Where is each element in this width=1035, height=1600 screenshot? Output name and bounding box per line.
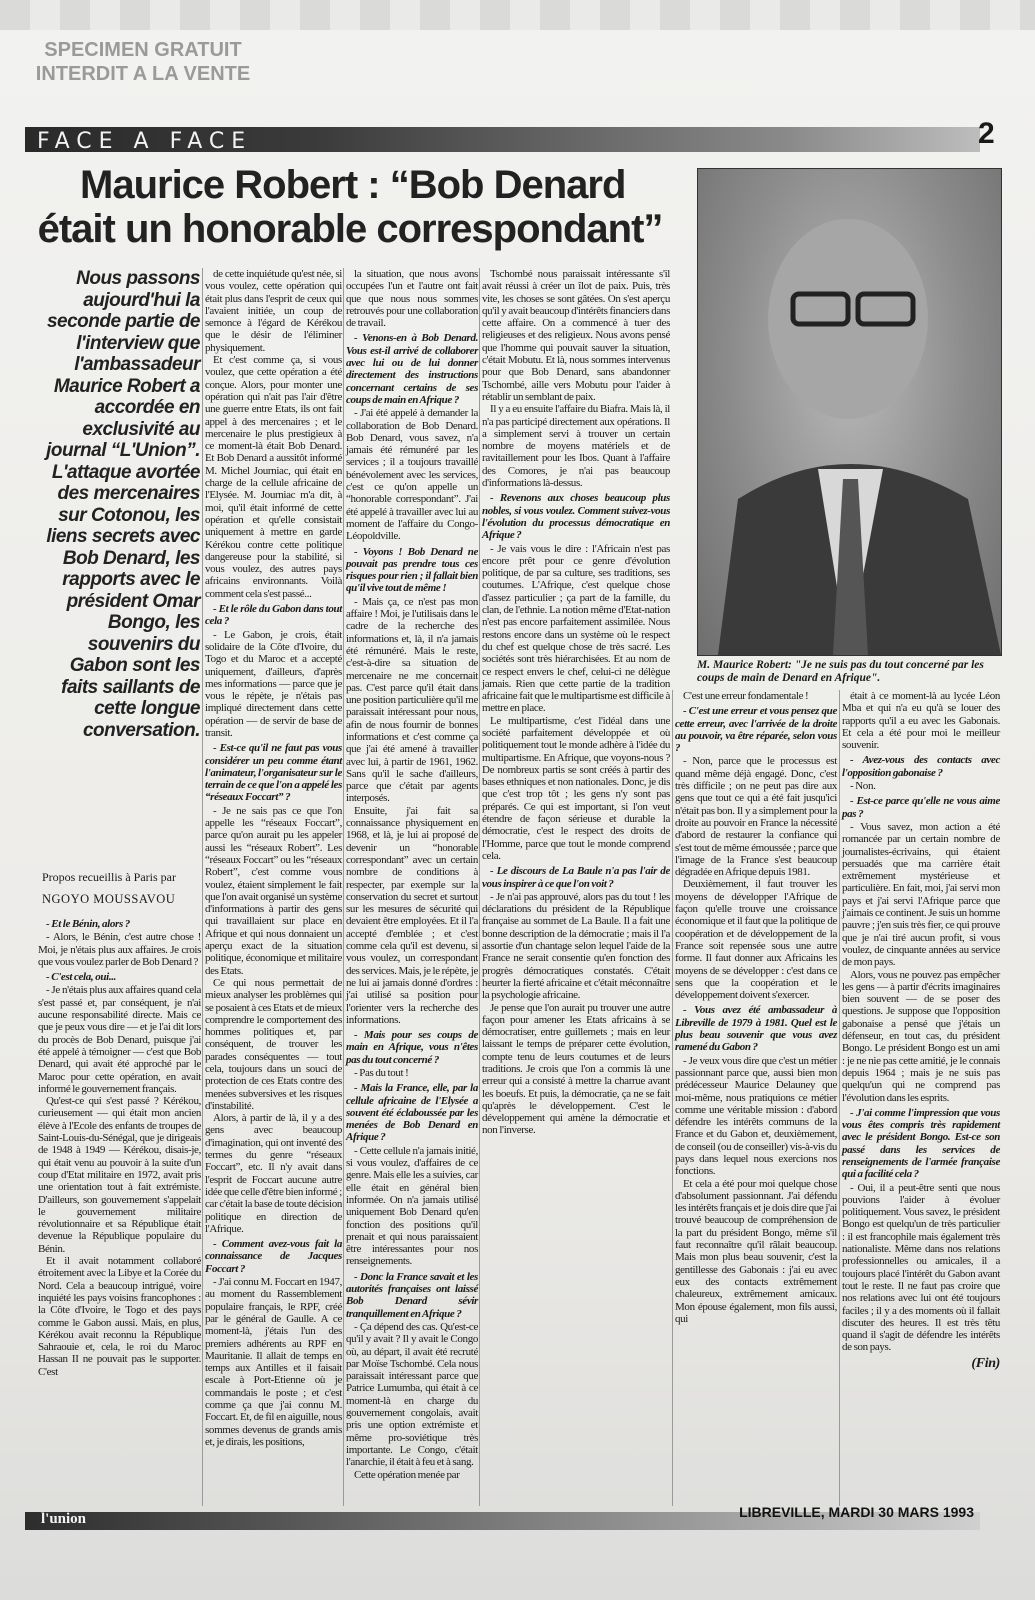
- text-column-5: [675, 690, 837, 1325]
- interview-paragraph: Cette opération menée par: [354, 1468, 460, 1481]
- column-divider: [343, 268, 344, 1506]
- interview-question: - J'ai comme l'impression que vous vous êtes compris très rapidement avec le président Bongo. Est-ce son passé dans les services de renseignements de l'armée française qui a facilité cela ?: [842, 1106, 1000, 1181]
- text-column-6: [842, 690, 1000, 1370]
- portrait-illustration: [698, 169, 1001, 655]
- end-mark: (Fin): [971, 1355, 1000, 1371]
- interview-paragraph: - J'ai été appelé à demander la collaboration de Bob Denard. Bob Denard, vous savez, n'a jamais été rémunéré par les services ; il a toujours travaillé bénévolement avec les services, c'est ce qu'on appelle un “honorable correspondant”. J'ai été appelé à travailler avec lui au moment de l'affaire du Congo-Léopoldville.: [346, 407, 478, 543]
- section-title: FACE A FACE: [37, 129, 253, 154]
- interview-paragraph: - Mais ça, ce n'est pas mon affaire ! Moi, je l'utilisais dans le cadre de la recherche des informations et, là, il n'a jamais été rémunéré. Mais le reste, c'est-à-dire sa situation de mercenaire ne me concernait pas. C'est parce qu'il était dans une position particulière qu'il me paraissait intéressant pour nous, afin de nous fournir de bonnes informations et c'est comme ça que j'ai été amené à travailler avec lui, à partir de 1961, 1962. Sans qu'il le sache d'ailleurs, parce que c'était par agents interposés.: [346, 595, 478, 805]
- interview-paragraph: - Oui, il a peut-être senti que nous pouvions l'aider à évoluer politiquement. Vous savez, le président Bongo est quelqu'un de très particulier : il est francophile mais également très nationaliste. Même dans nos relations professionnelles ou amicales, il a toujours placé l'intérêt du Gabon avant tout le reste. Il ne faut pas croire que nos relations avec lui ont été toujours faciles ; il y a des moments où il fallait discuter des heures. Il est très têtu quand il s'agit de défendre les intérêts de son pays.: [842, 1181, 1000, 1354]
- article-lead: Nous passons aujourd'hui la seconde partie de l'interview que l'ambassadeur Maurice Robert a accordée en exclusivité au journal “L'Union”. L'attaque avortée des mercenaires sur Cotonou, les liens secrets avec Bob Denard, les rapports avec le président Omar Bongo, les souvenirs du Gabon sont les faits saillants de cette longue conversation.: [46, 268, 200, 741]
- byline-author: NGOYO MOUSSAVOU: [42, 892, 176, 906]
- interview-question: - Et le Bénin, alors ?: [46, 918, 130, 930]
- interview-paragraph: - J'ai connu M. Foccart en 1947, au moment du Rassemblement populaire français, le RPF, créé par le général de Gaulle. A ce moment-là, j'étais l'un des premiers adhérents au RPF en Mauritanie. Il allait de temps en temps aux Antilles et il faisait escale à Port-Etienne où je commandais le poste ; et c'est comme ça que j'ai connu M. Foccart. Et, de fil en aiguille, nous sommes devenus de grands amis et, je dirais, les positions,: [205, 1276, 342, 1448]
- text-column-1: [38, 915, 201, 1378]
- interview-paragraph: Il y a eu ensuite l'affaire du Biafra. Mais là, il n'a pas participé directement aux opérations. Il a simplement servi à trouver un certain nombre de moyens matériels et de ravitaillement pour les Ibos. Quant à l'affaire des Comores, je n'ai pas beaucoup d'informations là-dessus.: [482, 403, 670, 490]
- column-divider: [202, 268, 203, 1506]
- headline-line-1: Maurice Robert : “Bob Denard: [80, 163, 626, 207]
- text-column-2: [205, 268, 342, 1448]
- interview-paragraph: - Ça dépend des cas. Qu'est-ce qu'il y avait ? Il y avait le Congo où, au départ, il avait été recruté par Moïse Tschombé. Cela nous paraissait intéressant parce que Patrice Lumumba, qui était à ce moment-là en charge du gouvernement congolais, avait pris une option extrémiste et même pro-soviétique très importante. Le Congo, c'était l'anarchie, il était à feu et à sang.: [346, 1320, 478, 1469]
- footer-band: [25, 1504, 980, 1530]
- interview-question: - Mais la France, elle, par la cellule africaine de l'Elysée a souvent été éclaboussée par les menées de Bob Denard en Afrique ?: [346, 1082, 478, 1144]
- byline: [42, 870, 202, 906]
- page-number: 2: [978, 117, 995, 150]
- interview-paragraph: Alors, à partir de là, il y a des gens avec beaucoup d'imagination, qui ont inventé des termes du genre “réseaux Foccart”, etc. Il n'y avait dans l'esprit de Foccart aucune autre idée que celle d'être bien informé ; car c'était la base de toute décision politique en direction de l'Afrique.: [205, 1112, 342, 1235]
- interview-paragraph: Ce qui nous permettait de mieux analyser les problèmes qui se posaient à ces Etats et de mieux comprendre le comportement des hommes politiques et, par conséquent, de trouver les parades conséquentes — tout cela, toujours dans un souci de protection de ces Etats contre des menées subversives et les risques d'instabilité.: [205, 976, 342, 1112]
- byline-intro: Propos recueillis à Paris par: [42, 870, 176, 884]
- interview-paragraph: était à ce moment-là au lycée Léon Mba et qui n'a eu qu'à se louer des rapports qu'il a eu avec les Gabonais. Et cela a été pour moi le meilleur souvenir.: [842, 690, 1000, 752]
- interview-paragraph: Deuxièmement, il faut trouver les moyens de développer l'Afrique de façon qu'elle trouve une croissance économique et il faut que la politique de coopération et de développement de la France soit repensée sous une autre forme. Il faut donner aux Africains les moyens de se développer : c'est dans ce sens que la coopération et le développement doivent s'exercer.: [675, 878, 837, 1002]
- interview-paragraph: - Cette cellule n'a jamais initié, si vous voulez, d'affaires de ce genre. Mais elle les a suivies, car elle était en général bien informée. On n'a jamais utilisé uniquement Bob Denard qu'en fonction des positions qu'il prenait et qui nous paraissaient être intéressantes pour nos renseignements.: [346, 1144, 478, 1268]
- column-divider: [839, 690, 840, 1506]
- interview-paragraph: - Vous savez, mon action a été romancée par un certain nombre de journalistes-écrivains, qui étaient persuadés que ma carrière était extrêmement mystérieuse et particulière. En fait, moi, j'ai servi mon pays et j'ai servi l'Afrique parce que j'aimais ce continent. Je suis un homme pauvre ; j'en suis très fier, ce qui prouve que je n'ai tiré aucun profit, si vous voulez, de cinquante années au service de mon pays.: [842, 820, 1000, 969]
- interview-question: - Et le rôle du Gabon dans tout cela ?: [205, 603, 342, 628]
- interview-question: - C'est une erreur et vous pensez que cette erreur, avec l'arrivée de la droite au pouvoir, va être réparée, selon vous ?: [675, 705, 837, 755]
- interview-paragraph: - Je ne sais pas ce que l'on appelle les “réseaux Foccart”, parce qu'on aurait pu les appeler aussi les “réseaux Robert”. Les “réseaux Foccart” ou les “réseaux Robert”, c'est comme vous voulez, étaient simplement le fait que l'on avait organisé un système d'informations à partir des gens qui travaillaient sur place en Afrique et qui nous donnaient un aperçu exact de la situation politique, économique et militaire des Etats.: [205, 804, 342, 977]
- portrait-photo: [697, 168, 1002, 656]
- interview-paragraph: Alors, vous ne pouvez pas empêcher les gens — à partir d'écrits imaginaires bien souvent — de se poser des questions. Je suppose que l'opposition gabonaise a pensé que j'étais un défenseur, en tout cas, du président Bongo. Le président Bongo est un ami : je ne nie pas cette amitié, je le connais depuis 1964 ; mais je ne suis pas quelqu'un qui ne comprend pas l'évolution dans les esprits.: [842, 968, 1000, 1104]
- photo-caption: M. Maurice Robert: "Je ne suis pas du tout concerné par les coups de main de Denard en Afrique".: [697, 659, 984, 684]
- interview-question: - Voyons ! Bob Denard ne pouvait pas prendre tous ces risques pour rien ; il fallait bien qu'il vive tout de même !: [346, 545, 478, 595]
- text-column-4: [482, 268, 670, 1137]
- interview-question: - Comment avez-vous fait la connaissance de Jacques Foccart ?: [205, 1238, 342, 1275]
- column-divider: [479, 268, 480, 1506]
- interview-paragraph: - Je veux vous dire que c'est un métier passionnant parce que, aussi bien mon prédécesseur Maurice Delauney que moi-même, nous pratiquions ce métier comme une véritable mission : d'abord défendre les intérêts communs de la France et du Gabon et, deuxièmement, de conseil (ou de conseiller) vis-à-vis du pays dans lequel nous exercions nos fonctions.: [675, 1054, 837, 1178]
- interview-question: - Donc la France savait et les autorités françaises ont laissé Bob Denard sévir tranquillement en Afrique ?: [346, 1270, 478, 1320]
- specimen-stamp: SPECIMEN GRATUIT INTERDIT A LA VENTE: [35, 39, 251, 85]
- interview-question: - Le discours de La Baule n'a pas l'air de vous inspirer à ce que l'on voit ?: [482, 865, 670, 890]
- interview-paragraph: Ensuite, j'ai fait sa connaissance physiquement en 1968, et là, je lui ai proposé de devenir un “honorable correspondant” avec un certain nombre de conditions à respecter, par exemple sur la conservation du secret et surtout sur les mesures de sécurité qui devaient être employées. Et il l'a accepté d'emblée ; et c'est comme cela qu'il est devenu, si vous voulez, un correspondant des services. Mais, je le répète, je ne lui ai jamais donné d'ordres : j'ai utilisé sa position pour l'orienter vers la recherche des informations.: [346, 804, 478, 1026]
- interview-question: - Mais pour ses coups de main en Afrique, vous n'êtes pas du tout concerné ?: [346, 1029, 478, 1066]
- interview-paragraph: Le multipartisme, c'est l'idéal dans une société parfaitement développée et où politiquement tout le monde adhère à l'idée du multipartisme. En Afrique, que voyons-nous ? De nombreux partis se sont créés à partir des bases ethniques et non nationales. Donc, je dis que c'est trop tôt ; les gens n'y sont pas préparés. Ce qui est important, si l'on veut étendre de façon sérieuse et durable la démocratie, c'est le respect des droits de l'Homme, parce que tout le monde comprend cela.: [482, 714, 670, 862]
- interview-paragraph: - Pas du tout !: [354, 1067, 409, 1079]
- newspaper-logo: l'union: [41, 1511, 87, 1527]
- section-band: [25, 127, 980, 152]
- interview-paragraph: - Non, parce que le processus est quand même déjà engagé. Donc, c'est très difficile ; on ne peut pas dire aux gens que tout ce qui a été fait jusqu'ici n'était pas bon. Il y a simplement pour la droite au pouvoir en France la nécessité d'abord de restaurer la confiance qui s'est tout de même émoussée ; parce que l'image de la France s'est beaucoup dégradée en Afrique depuis 1981.: [675, 755, 837, 879]
- interview-question: - Est-ce parce qu'elle ne vous aime pas ?: [842, 795, 1000, 820]
- interview-paragraph: - Je vais vous le dire : l'Africain n'est pas encore prêt pour ce genre d'évolution politique, de par sa culture, ses traditions, ses coutumes. L'Afrique, c'est quelque chose d'assez particulier ; ça part de la famille, du clan, de l'ethnie. La notion même d'Etat-nation n'est pas encore parfaitement assimilée. Nous restons encore dans un système où le respect du chef est quelque chose de très sacré. Les sociétés sont très hiérarchisées. Et au nom de ce respect envers le chef, celui-ci ne délègue jamais. Rien que cette partie de la tradition africaine fait que le multipartisme est difficile à mettre en place.: [482, 542, 670, 715]
- interview-paragraph: Et il avait notamment collaboré étroitement avec la Libye et la Corée du Nord. Cela a beaucoup intrigué, voire inquiété les pays voisins francophones : la Côte d'Ivoire, le Togo et des pays comme le Gabon aussi. Mais, en plus, Kérékou avait reconnu la République Sahraouie et, cela, le roi du Maroc Hassan II ne pouvait pas le supporter. C'est: [38, 1255, 201, 1378]
- article-headline: [20, 163, 680, 251]
- interview-paragraph: - Le Gabon, je crois, était solidaire de la Côte d'Ivoire, du Togo et du Maroc et a accepté uniquement, d'ailleurs, d'après mes informations — parce que je vous le répète, je n'étais pas impliqué directement dans cette opération — de servir de base de transit.: [205, 628, 342, 739]
- interview-paragraph: - Je n'ai pas approuvé, alors pas du tout ! les déclarations du président de la République française au sommet de La Baule. Il a fait une bonne description de la démocratie ; mais il l'a assortie d'un chantage selon lequel l'aide de la France ne serait consentie qu'en fonction des progrès démocratiques constatés. C'était heurter la fierté africaine et c'était méconnaître la psychologie africaine.: [482, 890, 670, 1002]
- interview-paragraph: - Je n'étais plus aux affaires quand cela s'est passé et, par conséquent, je n'ai aucune responsabilité directe. Mais ce que je peux vous dire — et je l'ai dit lors du procès de Bob Denard, puisque j'ai été appelé à témoigner — c'est que Bob Denard, qui avait été approché par le Maroc pour cette opération, en avait informé le gouvernement français.: [38, 984, 201, 1095]
- dateline: LIBREVILLE, MARDI 30 MARS 1993: [739, 1504, 974, 1520]
- interview-question: - Avez-vous des contacts avec l'opposition gabonaise ?: [842, 754, 1000, 779]
- interview-paragraph: - Non.: [850, 780, 876, 793]
- interview-question: - Vous avez été ambassadeur à Libreville de 1979 à 1981. Quel est le plus beau souvenir que vous avez ramené du Gabon ?: [675, 1004, 837, 1054]
- interview-paragraph: C'est une erreur fondamentale !: [683, 690, 809, 702]
- interview-paragraph: Et c'est comme ça, si vous voulez, que cette opération a été conçue. Alors, pour monter une opération qui n'ait pas l'air d'être une guerre entre Etats, ils ont fait appel à des mercenaires ; et le mercenaire le plus prestigieux à ce moment-là était Bob Denard. Et Bob Denard a aussitôt informé M. Michel Journiac, qui était en charge de la cellule africaine de l'Elysée. M. Journiac m'a dit, à moi, qu'il était informé de cette opération et qu'elle consistait uniquement à mettre en garde Kérékou contre cette politique dangereuse pour la stabilité, si vous voulez, des autres pays africains environnants. Voilà comment cela s'est passé...: [205, 354, 342, 600]
- text-column-3: [346, 268, 478, 1481]
- column-divider: [672, 690, 673, 1506]
- interview-paragraph: - Alors, le Bénin, c'est autre chose ! Moi, je n'étais plus aux affaires. Je crois que vous voulez parler de Bob Denard ?: [38, 931, 201, 968]
- interview-question: - C'est cela, oui...: [46, 971, 117, 984]
- interview-question: - Est-ce qu'il ne faut pas vous considérer un peu comme étant l'animateur, l'organisateur sur le terrain de ce que l'on a appelé les “réseaux Foccart” ?: [205, 742, 342, 804]
- interview-paragraph: Qu'est-ce qui s'est passé ? Kérékou, curieusement — qui était mon ancien élève à l'Ecole des enfants de troupes de Saint-Louis-du-Sénégal, que je dirigeais de 1948 à 1949 — Kérékou, disais-je, qui était venu au pouvoir à la suite d'un coup d'Etat militaire en 1972, avait pris une orientation tout à fait extrémiste. D'ailleurs, son gouvernement s'appelait le gouvernement militaire révolutionnaire et sa République était devenue la République populaire du Bénin.: [38, 1095, 201, 1255]
- interview-paragraph: Et cela a été pour moi quelque chose d'absolument passionnant. J'ai défendu les intérêts français et je dois dire que j'ai trouvé beaucoup de compréhension de la part du président Bongo, même s'il faut reconnaître qu'il râlait beaucoup. Mais mon plus beau souvenir, c'est la gentillesse des Gabonais : j'ai eu avec eux des contacts extrêmement chaleureux, extrêmement amicaux. Mon épouse également, mon fils aussi, qui: [675, 1177, 837, 1325]
- interview-question: - Revenons aux choses beaucoup plus nobles, si vous voulez. Comment suivez-vous l'évolution du processus démocratique en Afrique ?: [482, 492, 670, 542]
- interview-paragraph: Je pense que l'on aurait pu trouver une autre façon pour amener les Etats africains à se démocratiser, entre guillemets ; mais en leur laissant le temps de préparer cette évolution, compte tenu de leurs coutumes et de leurs traditions. Je crois que l'on a commis là une erreur qui a consisté à mettre la charrue avant les boeufs. Et puis, la démocratie, ça ne se fait qu'après le développement. C'est le développement qui amène la démocratie et non l'inverse.: [482, 1001, 670, 1137]
- headline-line-2: était un honorable correspondant”: [37, 207, 663, 251]
- interview-question: - Venons-en à Bob Denard. Vous est-il arrivé de collaborer avec lui ou de lui donner directement des instructions concernant certains de ses coups de main en Afrique ?: [346, 332, 478, 406]
- interview-paragraph: de cette inquiétude qu'est née, si vous voulez, cette opération qui était plus dans l'esprit de ceux qui l'avaient initiée, un coup de semonce à l'égard de Kérékou que le désir de l'éliminer physiquement.: [205, 268, 342, 354]
- interview-paragraph: Tschombé nous paraissait intéressante s'il avait réussi à créer un îlot de paix. Puis, très vite, les choses se sont gâtées. On s'est aperçu qu'il y avait beaucoup d'intérêts financiers dans cette affaire. On a commencé à tuer des religieuses et des religieux. Nous avons pensé que l'homme qui pouvait sauver la situation, c'était Mobutu. Et là, nous sommes intervenus pour que Bob Denard, sans abandonner Tschombé, aille vers Mobutu pour l'aider à rétablir un semblant de paix.: [482, 268, 670, 403]
- scan-background-edge: [0, 0, 1035, 30]
- interview-paragraph: la situation, que nous avons occupées l'un et l'autre ont fait que que nous nous sommes retrouvés pour une collaboration de travail.: [346, 268, 478, 330]
